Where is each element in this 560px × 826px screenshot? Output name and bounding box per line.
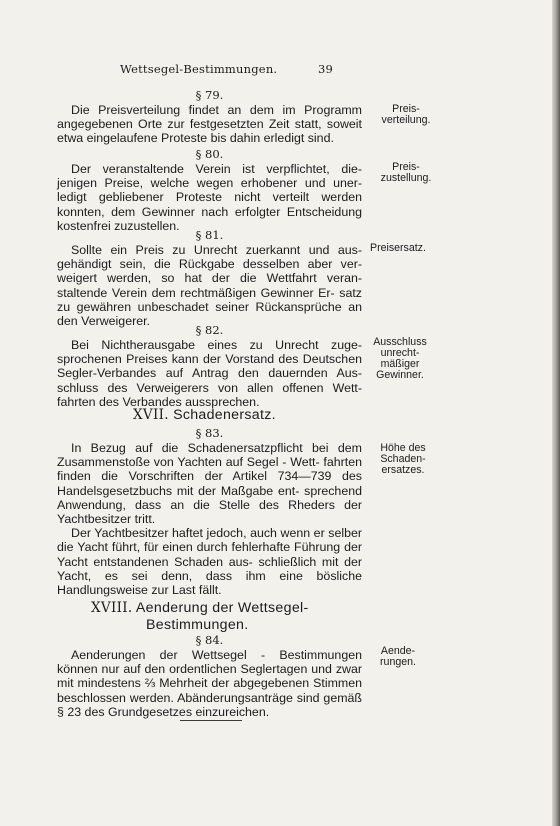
section-79: [57, 88, 362, 146]
section-sign: § 81.: [195, 228, 224, 242]
section-text: Sollte ein Preis zu Unrecht zuerkannt und aus- gehändigt sein, die Rückgabe desselben aber ver- weigert werden, so hat der die Wettfahrt veran- staltende Verein dem rechtmäßigen Gewinner Er- satz zu gewähren unbeschadet seiner Rückansprüche an den Verweigerer.: [57, 243, 362, 329]
margin-note-aenderungen: Aende-rungen.: [380, 645, 416, 668]
margin-note-preiszustellung: Preis-zustellung.: [380, 161, 432, 184]
section-82: [57, 323, 362, 409]
section-text: In Bezug auf die Schadenersatzpflicht bei dem Zusammenstoße von Yachten auf Segel - Wett- fahrten finden die Vorschriften der Artikel 734—739 des Handelsgesetzbuchs mit der Maßgabe ent- sprechend Anwendung, dass an die Stelle des Rheders der Yachtbesitzer tritt.: [57, 441, 362, 527]
page-number: 39: [318, 62, 334, 76]
section-text: Aenderungen der Wettsegel - Bestimmungen können nur auf den ordentlichen Seglertagen und zwar mit mindestens ⅔ Mehrheit der abgegebenen Stimmen beschlossen werden. Abänderungsanträge sind gemäß § 23 des Grundgesetzes einzureichen.: [57, 648, 362, 719]
margin-note-ausschluss: Ausschluss unrecht-mäßiger Gewinner.: [373, 336, 427, 381]
margin-note-schadenersatz: Höhe des Schaden-ersatzes.: [380, 442, 426, 476]
section-sign: § 80.: [195, 147, 224, 161]
margin-note-preisersatz: Preisersatz.: [370, 242, 426, 254]
chapter-title-line1: Aenderung der Wettsegel-: [135, 600, 309, 616]
section-80: [57, 147, 362, 233]
chapter-number: XVII.: [133, 407, 169, 423]
header-title: Wettsegel-Bestimmungen.: [120, 62, 278, 76]
section-text: Die Preisverteilung findet an dem im Programm angegebenen Orte zur festgesetzten Zeit statt, soweit etwa eingelaufene Proteste bis dahin erledigt sind.: [57, 103, 362, 146]
end-rule: [180, 720, 242, 721]
section-83: [57, 426, 362, 597]
section-text: Bei Nichtherausgabe eines zu Unrecht zuge- sprochenen Preises kann der Vorstand des Deutschen Segler-Verbandes auf Antrag den dauernden Aus- schluss des Verweigerers von allen offenen Wett- fahrten des Verbandes aussprechen.: [57, 338, 362, 409]
chapter-number: XVIII.: [91, 600, 133, 616]
section-sign: § 84.: [195, 633, 224, 647]
section-sign: § 83.: [195, 426, 224, 440]
section-text: Der veranstaltende Verein ist verpflichtet, die- jenigen Preise, welche wegen erhobener und uner- ledigt gebliebener Proteste nicht verteilt werden konnten, dem Gewinner nach erfolgter Entscheidung kostenfrei zuzustellen.: [57, 162, 362, 233]
margin-note-preisverteilung: Preis-verteilung.: [381, 103, 431, 126]
chapter-heading-xviii: [91, 600, 361, 634]
chapter-title: Schadenersatz.: [173, 407, 276, 423]
chapter-heading-xvii: [133, 407, 276, 424]
chapter-title-line2: Bestimmungen.: [146, 617, 249, 633]
section-84: [57, 633, 362, 719]
page-edge-shadow: [552, 0, 560, 826]
section-81: [57, 228, 362, 328]
section-text: Der Yachtbesitzer haftet jedoch, auch wenn er selber die Yacht führt, für einen durch fehlerhafte Führung der Yacht entstandenen Schaden aus- schließlich mit der Yacht, es sei denn, dass ihm eine bösliche Handlungsweise zur Last fällt.: [57, 526, 362, 598]
section-sign: § 82.: [195, 323, 224, 337]
section-sign: § 79.: [195, 88, 224, 102]
